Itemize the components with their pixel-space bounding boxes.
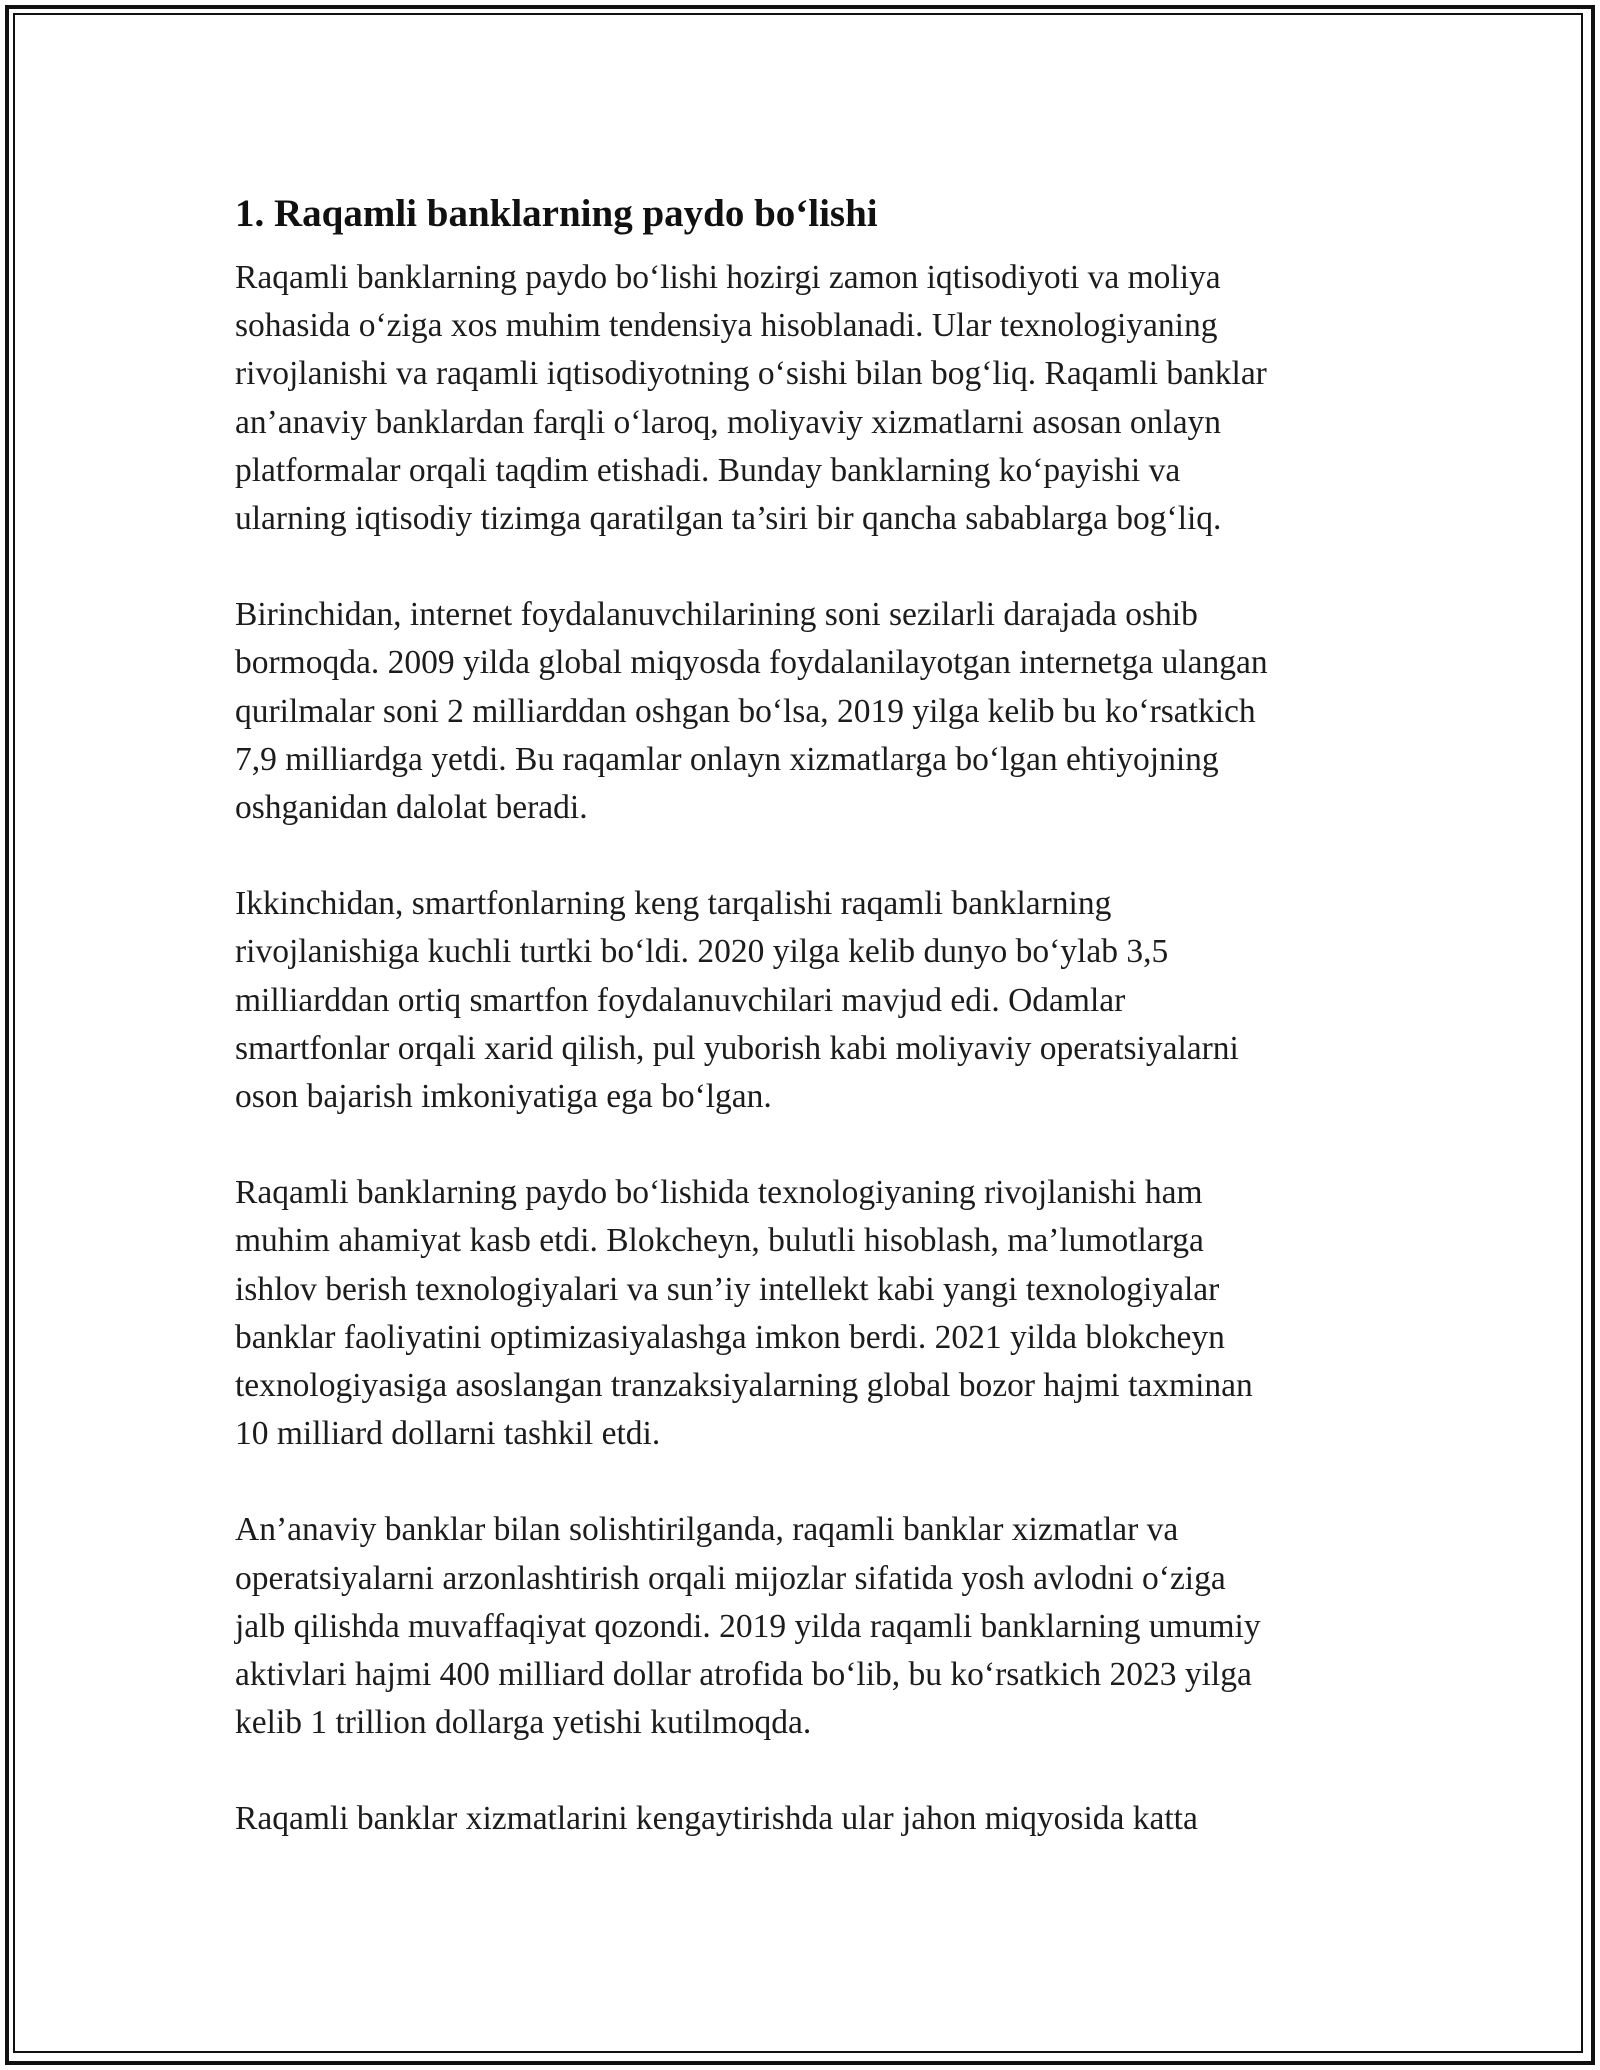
paragraph-4 (235, 1169, 1395, 1458)
text-line: sohasida o‘ziga xos muhim tendensiya hisoblanadi. Ular texnologiyaning (235, 307, 1218, 345)
text-line: ularning iqtisodiy tizimga qaratilgan ta’siri bir qancha sabablarga bog‘liq. (235, 500, 1222, 538)
text-line: an’anaviy banklardan farqli o‘laroq, moliyaviy xizmatlarni asosan onlayn (235, 403, 1222, 441)
text-line: Birinchidan, internet foydalanuvchilarining soni sezilarli darajada oshib (235, 596, 1198, 634)
text-line: texnologiyasiga asoslangan tranzaksiyalarning global bozor hajmi taxminan (235, 1367, 1253, 1405)
paragraph-1 (235, 254, 1395, 543)
section-heading: 1. Raqamli banklarning paydo bo‘lishi (235, 192, 878, 235)
paragraph-3 (235, 880, 1395, 1121)
text-line: Raqamli banklar xizmatlarini kengaytirishda ular jahon miqyosida katta (235, 1800, 1198, 1838)
text-line: milliarddan ortiq smartfon foydalanuvchilari mavjud edi. Odamlar (235, 981, 1126, 1019)
text-line: oshganidan dalolat beradi. (235, 789, 588, 827)
paragraph-6 (235, 1795, 1395, 1843)
text-line: rivojlanishiga kuchli turtki bo‘ldi. 2020 yilga kelib dunyo bo‘ylab 3,5 (235, 933, 1169, 971)
text-line: Raqamli banklarning paydo bo‘lishida texnologiyaning rivojlanishi ham (235, 1174, 1203, 1212)
text-line: Ikkinchidan, smartfonlarning keng tarqalishi raqamli banklarning (235, 885, 1112, 923)
text-line: kelib 1 trillion dollarga yetishi kutilmoqda. (235, 1704, 812, 1742)
text-line: qurilmalar soni 2 milliarddan oshgan bo‘lsa, 2019 yilga kelib bu ko‘rsatkich (235, 692, 1256, 730)
text-line: muhim ahamiyat kasb etdi. Blokcheyn, bulutli hisoblash, ma’lumotlarga (235, 1222, 1204, 1260)
text-line: oson bajarish imkoniyatiga ega bo‘lgan. (235, 1078, 772, 1116)
text-line: smartfonlar orqali xarid qilish, pul yuborish kabi moliyaviy operatsiyalarni (235, 1029, 1239, 1067)
text-line: aktivlari hajmi 400 milliard dollar atrofida bo‘lib, bu ko‘rsatkich 2023 yilga (235, 1656, 1252, 1694)
text-line: 7,9 milliardga yetdi. Bu raqamlar onlayn xizmatlarga bo‘lgan ehtiyojning (235, 740, 1219, 778)
text-line: jalb qilishda muvaffaqiyat qozondi. 2019 yilda raqamli banklarning umumiy (235, 1607, 1261, 1645)
paragraph-2 (235, 591, 1395, 832)
text-line: Raqamli banklarning paydo bo‘lishi hozirgi zamon iqtisodiyoti va moliya (235, 259, 1221, 296)
text-line: An’anaviy banklar bilan solishtirilganda, raqamli banklar xizmatlar va (235, 1511, 1179, 1549)
text-line: rivojlanishi va raqamli iqtisodiyotning o‘sishi bilan bog‘liq. Raqamli banklar (235, 355, 1267, 393)
text-line: platformalar orqali taqdim etishadi. Bunday banklarning ko‘payishi va (235, 451, 1181, 489)
text-line: 10 milliard dollarni tashkil etdi. (235, 1415, 661, 1453)
paragraph-5 (235, 1506, 1395, 1747)
text-line: ishlov berish texnologiyalari va sun’iy intellekt kabi yangi texnologiyalar (235, 1270, 1220, 1308)
text-line: banklar faoliyatini optimizasiyalashga imkon berdi. 2021 yilda blokcheyn (235, 1318, 1225, 1356)
document-page (235, 182, 1395, 1892)
text-line: bormoqda. 2009 yilda global miqyosda foydalanilayotgan internetga ulangan (235, 644, 1268, 682)
text-line: operatsiyalarni arzonlashtirish orqali mijozlar sifatida yosh avlodni o‘ziga (235, 1559, 1226, 1597)
